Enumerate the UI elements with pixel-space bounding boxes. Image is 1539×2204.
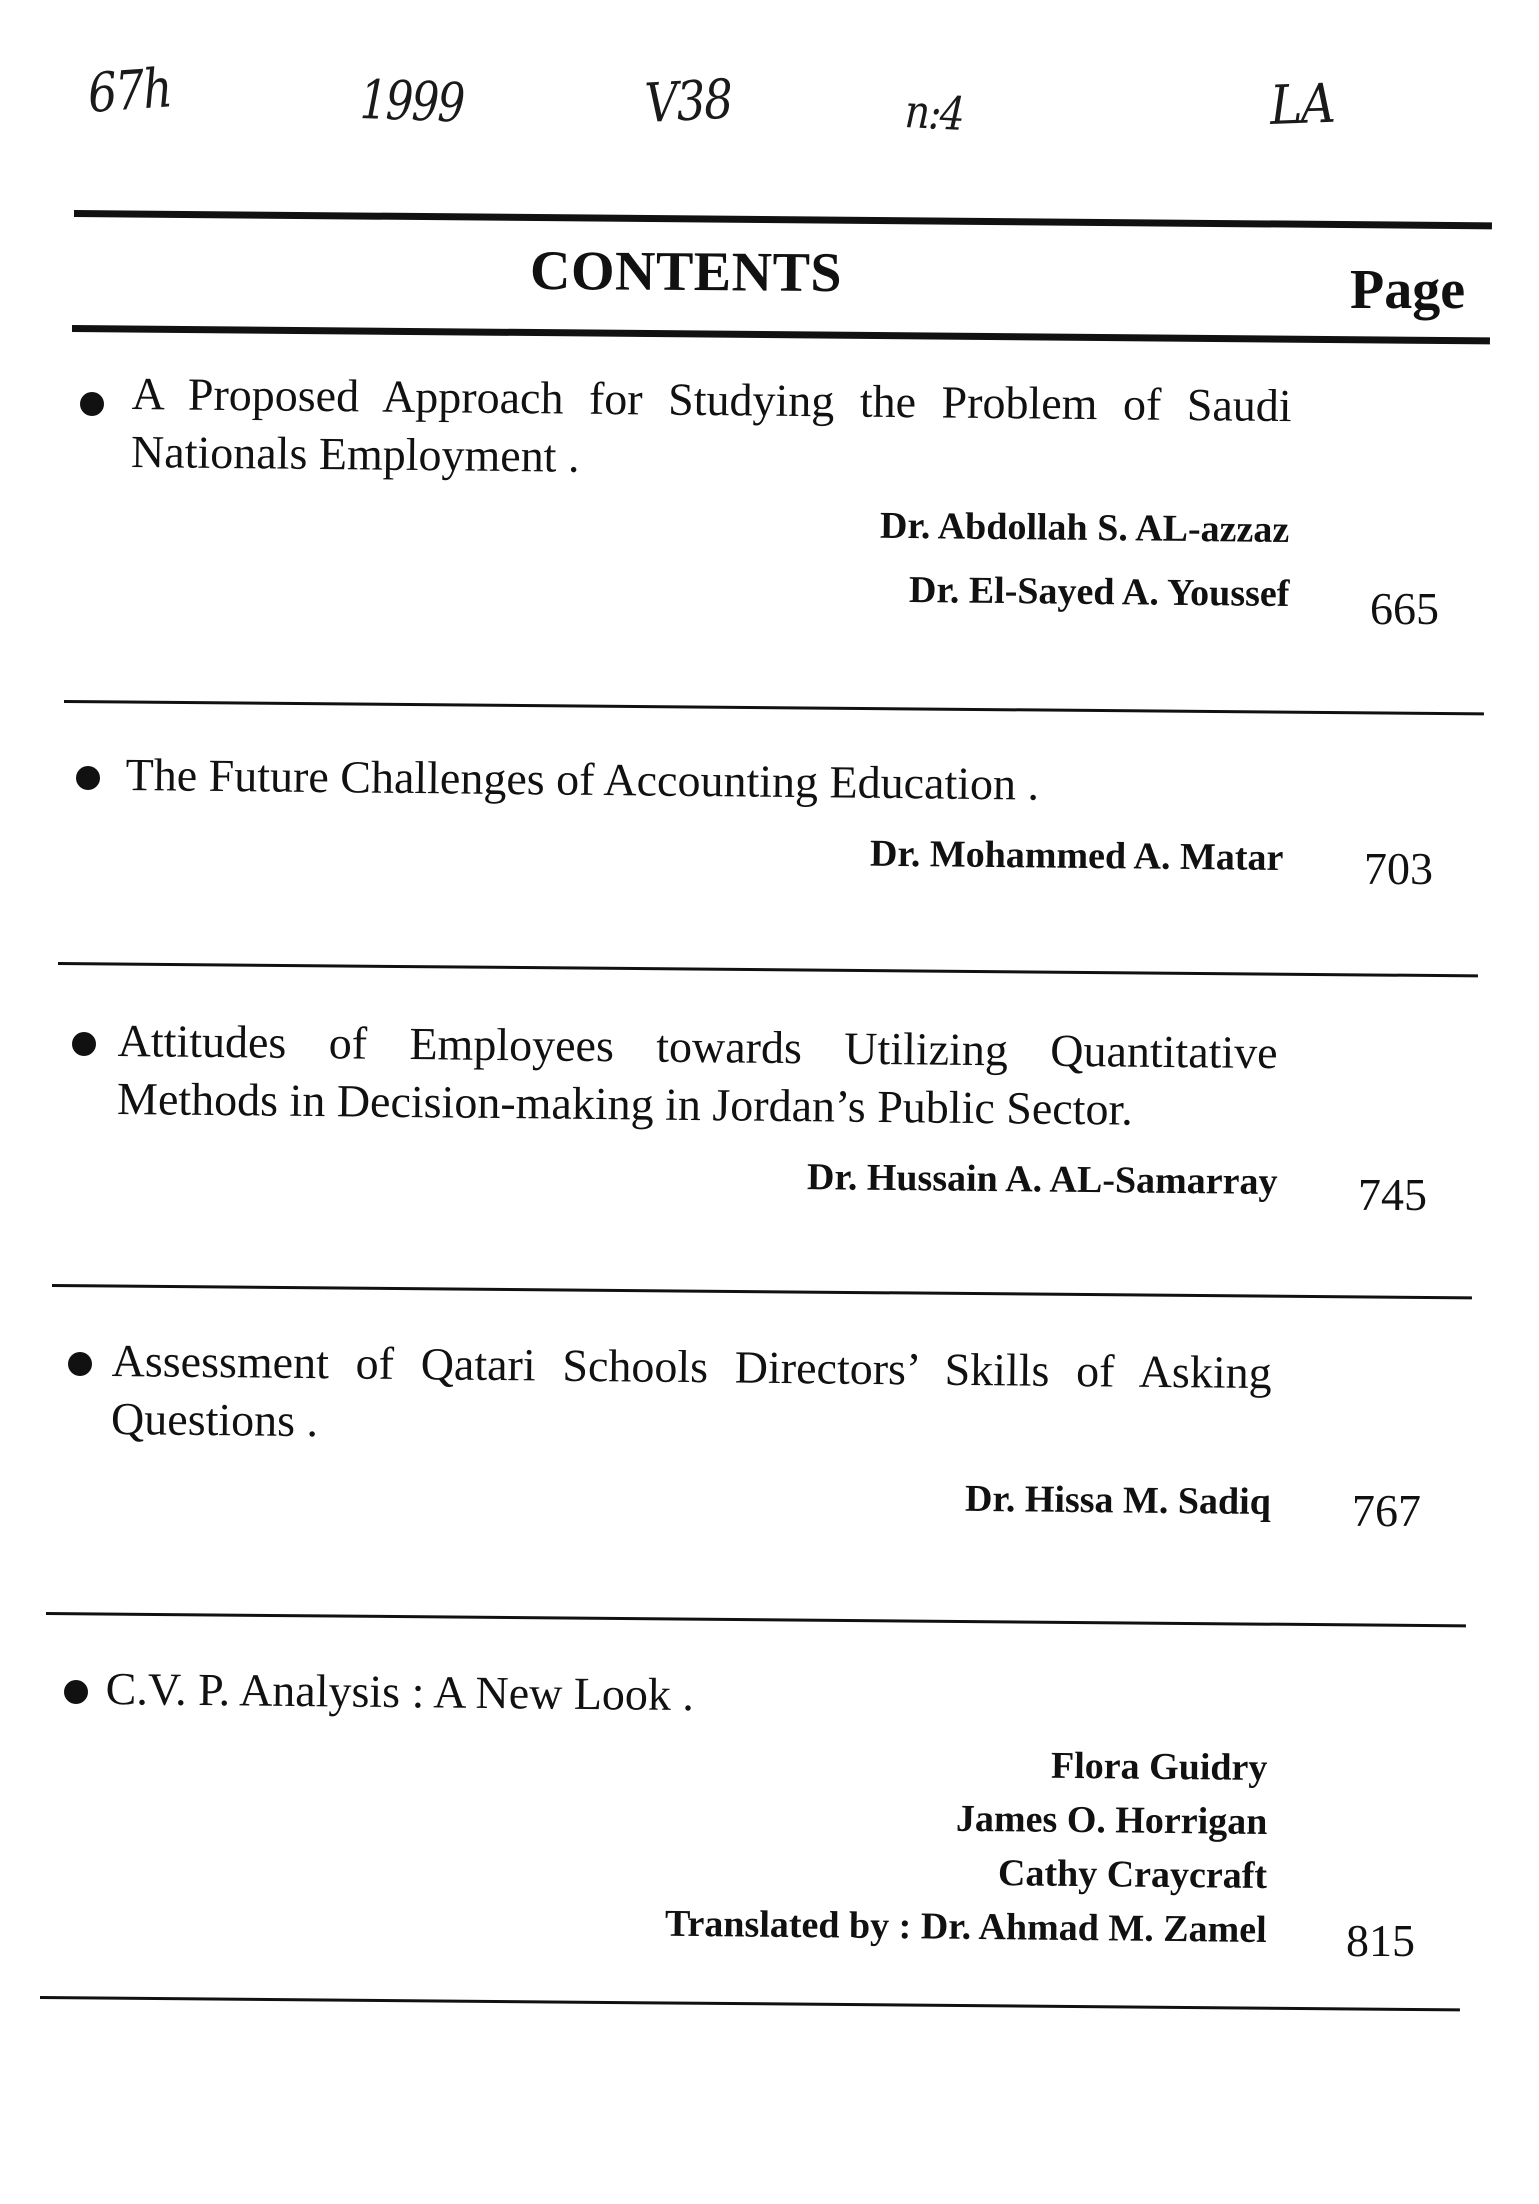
bullet-icon <box>64 1680 88 1704</box>
bullet-icon <box>68 1352 92 1376</box>
entry-separator <box>40 1996 1460 2011</box>
bullet-icon <box>76 766 100 790</box>
header-bottom-rule <box>72 325 1490 344</box>
bullet-icon <box>80 392 104 416</box>
entry-title: A Proposed Approach for Studying the Problem of Saudi Nationals Employment . <box>130 367 1292 482</box>
handwritten-note: V38 <box>643 67 733 135</box>
entry-title: C.V. P. Analysis : A New Look . <box>105 1662 695 1721</box>
entry-separator <box>58 962 1478 977</box>
entry-author: Dr. Mohammed A. Matar <box>869 832 1284 879</box>
entry-page-number: 815 <box>1346 1915 1415 1966</box>
entry-author: Dr. Hussain A. AL-Samarray <box>806 1156 1278 1203</box>
entry-title: Assessment of Qatari Schools Directors’ Skills of Asking Questions . <box>110 1334 1272 1447</box>
handwritten-notes <box>0 56 1539 172</box>
entry-page-number: 703 <box>1364 843 1433 894</box>
entry-page-number: 767 <box>1352 1485 1421 1536</box>
header-top-rule <box>74 210 1492 229</box>
entry-author: Dr. El-Sayed A. Youssef <box>908 569 1290 615</box>
handwritten-note: LA <box>1268 71 1335 137</box>
entry-title: Attitudes of Employees towards Utilizing Quantitative Methods in Decision-making in Jordan’s Public Sector. <box>116 1014 1278 1135</box>
handwritten-note: n:4 <box>903 84 965 142</box>
page-column-label: Page <box>1350 259 1466 321</box>
entry-separator <box>46 1612 1466 1627</box>
handwritten-note: 67h <box>85 56 173 125</box>
entry-author: Dr. Hissa M. Sadiq <box>964 1477 1272 1523</box>
entry-author: Flora Guidry <box>1050 1744 1268 1789</box>
entry-separator <box>64 700 1484 715</box>
entry-page-number: 745 <box>1358 1169 1427 1220</box>
entry-title: The Future Challenges of Accounting Education . <box>125 748 1040 810</box>
entry-author: Translated by : Dr. Ahmad M. Zamel <box>665 1902 1268 1951</box>
entry-separator <box>52 1284 1472 1299</box>
handwritten-note: 1999 <box>358 68 465 135</box>
entry-page-number: 665 <box>1370 583 1439 634</box>
entry-author: James O. Horrigan <box>955 1797 1268 1843</box>
entry-author: Dr. Abdollah S. AL-azzaz <box>879 504 1290 551</box>
entry-author: Cathy Craycraft <box>997 1852 1268 1897</box>
contents-title: CONTENTS <box>529 239 843 305</box>
bullet-icon <box>72 1032 96 1056</box>
